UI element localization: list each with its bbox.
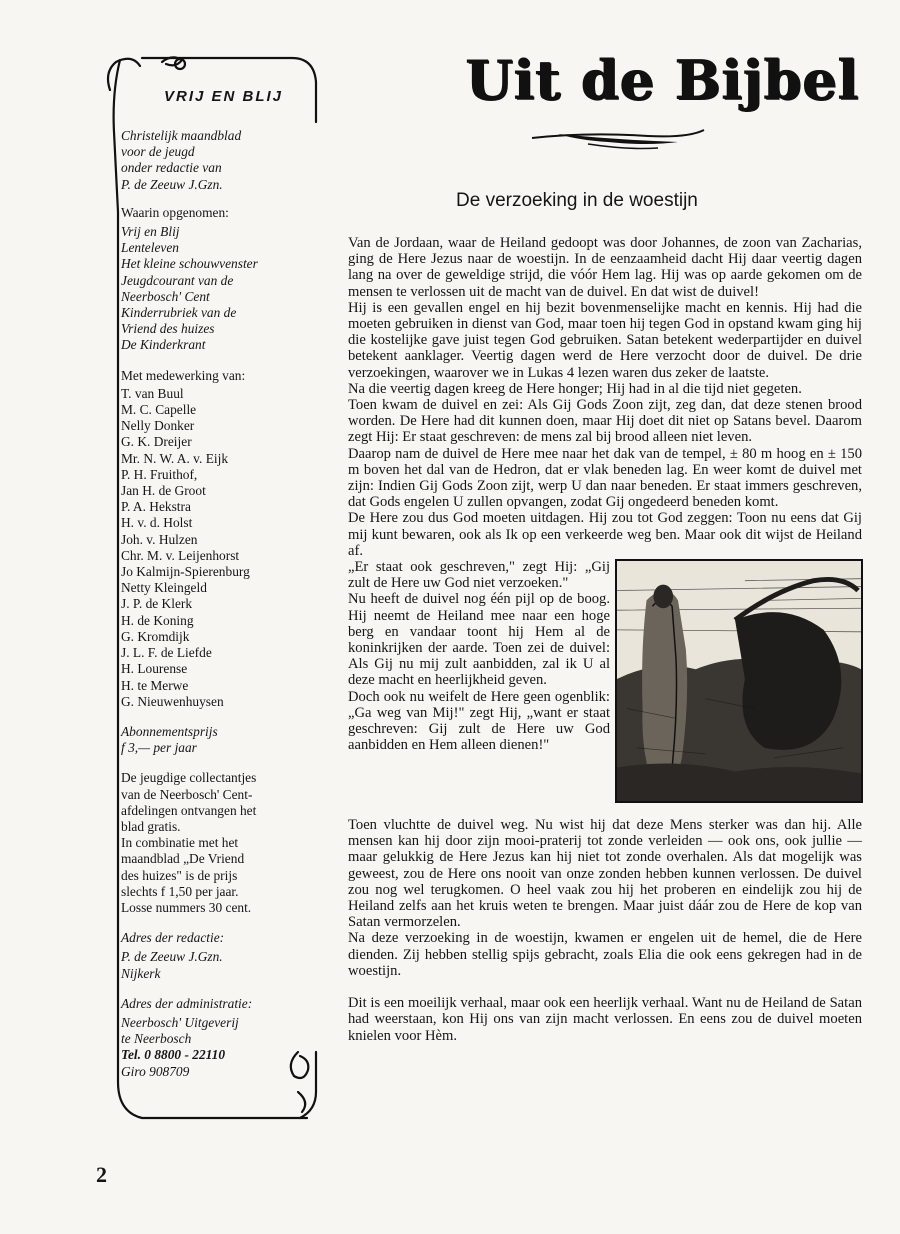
paragraph: Dit is een moeilijk verhaal, maar ook een heerlijk verhaal. Want nu de Heiland de Satan had weerstaan, kon Hij ons van zijn macht verlossen. En eens zou de duivel moeten knielen voor Hèm. <box>348 995 862 1044</box>
article-title: De verzoeking in de woestijn <box>456 190 698 211</box>
list-item: Lenteleven <box>121 240 179 256</box>
title-flourish <box>528 124 708 154</box>
list-item: Vrij en Blij <box>121 224 180 240</box>
list-item: Jo Kalmijn-Spierenburg <box>121 564 250 580</box>
paragraph: Nu heeft de duivel nog één pijl op de boog. Hij neemt de Heiland mee naar een hoge berg en vandaar toont hij Hem al de koninkrijken der aarde. Toen zei de duivel: Als Gij nu mij zult aanbidden, zal ik U al deze macht en heerlijkheid geven. <box>348 591 610 689</box>
list-item: Netty Kleingeld <box>121 580 207 596</box>
wrapped-text <box>348 559 610 753</box>
list-item: T. van Buul <box>121 385 184 401</box>
list-item: Neerbosch' Cent <box>121 288 210 304</box>
paragraph: Van de Jordaan, waar de Heiland gedoopt was door Johannes, de zoon van Zacharias, ging de Here Jezus naar de woestijn. In de eenzaamheid dacht Hij daar veertig dagen lang na over de geweldige strijd, die vóór Hem lag. Hij was op aarde gekomen om de mensen te verlossen uit de macht van de duivel. En dat wist de duivel! <box>348 235 862 300</box>
list-item: M. C. Capelle <box>121 402 197 418</box>
contributors-list <box>121 386 316 710</box>
list-item: Chr. M. v. Leijenhorst <box>121 547 240 563</box>
paragraph: Hij is een gevallen engel en hij bezit bovenmenselijke macht en kennis. Hij had die moeten gebruiken in dienst van God, maar toen hij tegen God in opstand kwam ging hij die kostelijke gave juist tegen God gebruiken. Satan betekent wederpartijder en duivel betekent aanklager. Veertig dagen werd de Here verzocht door de duivel. De drie verzoekingen, waarover we in Lukas 4 lezen waren dus zeker de laatste. <box>348 299 862 381</box>
subscription-label: Abonnementsprijs <box>121 723 218 739</box>
paragraph: Doch ook nu weifelt de Here geen ogenblik: „Ga weg van Mij!" zegt Hij, „want er staat geschreven: Gij zult de Here uw God aanbidden en Hem alleen dienen!" <box>348 688 610 754</box>
list-item: H. de Koning <box>121 612 194 628</box>
included-list <box>121 224 316 354</box>
list-item: H. te Merwe <box>121 677 189 693</box>
list-item: Nelly Donker <box>121 418 195 434</box>
paragraph: „Er staat ook geschreven," zegt Hij: „Gij zult de Here uw God niet verzoeken." <box>348 559 610 592</box>
list-item: H. Lourense <box>121 661 188 677</box>
admin-address-section: Adres der administratie: Neerbosch' Uitgeverij te Neerbosch Tel. 0 8800 - 22110 Giro 908709 <box>121 996 316 1080</box>
sidebar-content <box>121 90 316 1080</box>
paragraph: Na die veertig dagen kreeg de Here honger; Hij had in al die tijd niet gegeten. <box>348 380 802 397</box>
included-heading: Waarin opgenomen: <box>121 204 229 220</box>
list-item: P. H. Fruithof, <box>121 466 198 482</box>
paragraph: Toen vluchtte de duivel weg. Nu wist hij dat deze Mens sterker was dan hij. Alle mensen kan hij door zijn mooi-praterij tot zonde verleiden — ook ons, ook jullie — maar gelukkig de Here Jezus kan hij niet tot zonde overhalen. Als dat mogelijk was geweest, zou de Here ons nooit van onze zonden hebben kunnen verlossen. De duivel zou nog wel terugkomen. O heel vaak zou hij het proberen en eindelijk zou hij de Heiland zelfs aan het kruis weten te brengen. Maar juist dáár zou de Here de kop van Satan vermorzelen. <box>348 817 862 931</box>
collectors-note: De jeugdige collectantjes van de Neerbosch' Cent- afdelingen ontvangen het blad gratis. In combinatie met het maandblad „De Vriend des huizes" is de prijs slechts f 1,50 per jaar. Losse nummers 30 cent. <box>121 770 257 915</box>
list-item: P. A. Hekstra <box>121 499 191 515</box>
list-item: Het kleine schouwvenster <box>121 256 258 272</box>
temptation-illustration <box>615 559 863 803</box>
subscription-section <box>121 724 316 756</box>
contributors-section <box>121 368 316 710</box>
list-item: Vriend des huizes <box>121 321 215 337</box>
section-title: Uit de Bijbel <box>466 48 860 112</box>
editorial-address-section: Adres der redactie: P. de Zeeuw J.Gzn. Nijkerk <box>121 930 316 982</box>
page-number: 2 <box>96 1162 107 1187</box>
editorial-heading: Adres der redactie: <box>121 930 225 946</box>
list-item: De Kinderkrant <box>121 337 206 353</box>
masthead-sidebar <box>102 52 322 1124</box>
list-item: G. Kromdijk <box>121 628 190 644</box>
article-body <box>348 235 862 1044</box>
subscription-price: f 3,— per jaar <box>121 740 197 756</box>
list-item: J. P. de Klerk <box>121 596 193 612</box>
list-item: Kinderrubriek van de <box>121 305 237 321</box>
list-item: G. Nieuwenhuysen <box>121 693 224 709</box>
magazine-title: VRIJ EN BLIJ <box>164 88 284 105</box>
list-item: Mr. N. W. A. v. Eijk <box>121 450 229 466</box>
contributors-heading: Met medewerking van: <box>121 367 246 383</box>
list-item: G. K. Dreijer <box>121 434 192 450</box>
paragraph: Toen kwam de duivel en zei: Als Gij Gods Zoon zijt, zeg dan, dat deze stenen brood worden. De Here had dit kunnen doen, maar Hij doet dit niet op Satans bevel. Daarom zegt Hij: Er staat geschreven: de mens zal bij brood alleen niet leven. <box>348 397 862 446</box>
admin-heading: Adres der administratie: <box>121 995 253 1011</box>
list-item: J. L. F. de Liefde <box>121 645 212 661</box>
paragraph: Daarop nam de duivel de Here mee naar het dak van de tempel, ± 80 m hoog en ± 150 m boven het dal van de Hedron, dat er vlak beneden lag. En weer komt de duivel met zijn: Indien Gij Gods Zoon zijt, werp U dan naar beneden. Er staat immers geschreven, dat Gods engelen U zullen opvangen, zodat Gij ongedeerd beneden komt. <box>348 445 862 511</box>
list-item: Jeugdcourant van de <box>121 272 234 288</box>
list-item: Joh. v. Hulzen <box>121 531 198 547</box>
list-item: Jan H. de Groot <box>121 483 206 499</box>
magazine-description: Christelijk maandblad voor de jeugd onder redactie van P. de Zeeuw J.Gzn. <box>121 128 242 192</box>
included-section <box>121 205 316 354</box>
paragraph: De Here zou dus God moeten uitdagen. Hij zou tot God zeggen: Toon nu eens dat Gij mij kunt bewaren, ook als Ik op een verkeerde weg ben. Maar ook dit wijst de Heiland af. <box>348 510 862 559</box>
illustrated-section <box>348 559 862 819</box>
list-item: H. v. d. Holst <box>121 515 193 531</box>
paragraph: Na deze verzoeking in de woestijn, kwamen er engelen uit de hemel, die de Here dienden. Zij hebben stellig spijs gebracht, zoals Elia die ook eens gekregen had in de woestijn. <box>348 930 862 979</box>
